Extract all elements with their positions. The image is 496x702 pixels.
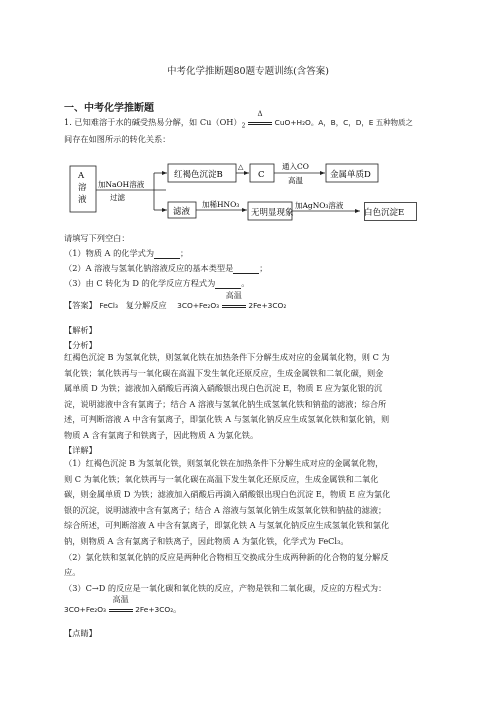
detail-paragraph bbox=[64, 456, 436, 596]
eq-arrow bbox=[109, 595, 133, 614]
reaction-diagram bbox=[68, 150, 405, 230]
answer-3-left: 3CO+Fe₂O₃ bbox=[177, 301, 220, 310]
detail-line: 碳，则金属单质 D 为铁；滤液加入硝酸后再滴入硝酸银出现白色沉淀 E，物质 E 应为氯化 bbox=[64, 489, 391, 500]
answer-3-arrow bbox=[222, 291, 246, 310]
heat-symbol: Δ bbox=[257, 110, 263, 118]
detail-line: 银的沉淀，说明滤液中含有氯离子；结合 A 溶液与氢氧化钠生成氢氧化铁和钠盐的滤液； bbox=[64, 504, 387, 515]
eq-condition: 高温 bbox=[112, 595, 129, 604]
detail-line: 钠，则物质 A 含有氯离子和铁离子，因此物质 A 为氯化铁，化学式为 FeCl₃。 bbox=[64, 535, 349, 546]
label-agno3: 加AgNO₃溶液 bbox=[295, 201, 344, 210]
question-3 bbox=[64, 278, 249, 289]
detail-line: （2）氯化铁和氢氧化钠的反应是两种化合物相互交换成分生成两种新的化合物的复分解反 bbox=[64, 551, 389, 562]
fenxi-label: 【分析】 bbox=[64, 340, 97, 350]
jiexi-label: 【解析】 bbox=[64, 325, 97, 335]
q1-text: （1）物质 A 的化学式为 bbox=[64, 248, 155, 258]
question-1 bbox=[64, 248, 188, 259]
intro-text-a: 已知难溶于水的碱受热易分解，如 Cu（OH） bbox=[74, 117, 242, 127]
answer-1: FeCl₃ bbox=[99, 301, 118, 310]
q2-end: ； bbox=[259, 263, 268, 273]
q3-blank bbox=[215, 280, 241, 289]
eq-left: 3CO+Fe₂O₃ bbox=[64, 605, 107, 614]
answer-line bbox=[64, 291, 287, 311]
detail-line: 应。 bbox=[64, 567, 81, 578]
question-number: 1. bbox=[64, 117, 72, 127]
eq-right: 2Fe+3CO₂ bbox=[135, 605, 174, 614]
analysis-paragraph bbox=[64, 350, 436, 444]
label-a2: 溶 bbox=[78, 183, 87, 193]
heat-arrow bbox=[248, 110, 272, 127]
label-heat: △ bbox=[238, 163, 244, 171]
q2-blank bbox=[233, 265, 259, 274]
analysis-line: 属单质 D 为铁；滤液加入硝酸后再滴入硝酸银出现白色沉淀 E，物质 E 应为氯化银的沉 bbox=[64, 383, 383, 394]
analysis-line: 红褐色沉淀 B 为氢氧化铁，则氢氧化铁在加热条件下分解生成对应的金属氧化物，则 C 为 bbox=[64, 352, 390, 362]
analysis-line: 述，可判断溶液 A 中含有氯离子，即氯化铁 A 与氢氧化钠反应生成氢氧化铁和氯化钠，则 bbox=[64, 414, 390, 425]
analysis-line: 物质 A 含有氯离子和铁离子，因此物质 A 为氯化铁。 bbox=[64, 429, 259, 440]
equation-line bbox=[64, 595, 182, 615]
intro-text-b: CuO+H₂O。A，B，C，D，E 五种物质之 bbox=[274, 118, 413, 127]
question-intro bbox=[64, 110, 413, 130]
dianjing-label: 【点睛】 bbox=[64, 628, 97, 638]
q3-text: （3）由 C 转化为 D 的化学反应方程式为 bbox=[64, 278, 216, 288]
label-co: 通入CO bbox=[282, 162, 309, 171]
section-heading: 一、中考化学推断题 bbox=[64, 103, 154, 114]
detail-line: （1）红褐色沉淀 B 为氢氧化铁，则氢氧化铁在加热条件下分解生成对应的金属氧化物， bbox=[64, 458, 384, 468]
document-title: 中考化学推断题80题专题训练(含答案) bbox=[166, 66, 329, 77]
detail-line: 综合所述，可判断溶液 A 中含有氯离子，即氯化铁 A 与氢氧化钠反应生成氢氧化铁和氯化 bbox=[64, 520, 390, 531]
detail-line: 则 C 为氧化铁；氧化铁再与一氧化碳在高温下发生氧化还原反应，生成金属铁和二氧化 bbox=[64, 473, 379, 484]
answer-3-right: 2Fe+3CO₂ bbox=[248, 301, 287, 310]
q3-end: 。 bbox=[241, 278, 250, 288]
label-high-temp: 高温 bbox=[288, 176, 303, 185]
answer-label: 【答案】 bbox=[64, 300, 97, 310]
label-c: C bbox=[258, 170, 265, 180]
box-white-e-frame bbox=[364, 202, 418, 222]
detail-line: （3）C→D 的反应是一氧化碳和氧化铁的反应，产物是铁和二氧化碳，反应的方程式为： bbox=[64, 582, 387, 593]
question-2 bbox=[64, 263, 268, 274]
eq-end: 。 bbox=[173, 604, 182, 614]
answer-2: 复分解反应 bbox=[125, 300, 167, 310]
analysis-line: 氧化铁；氧化铁再与一氧化碳在高温下发生氧化还原反应，生成金属铁和二氧化碳，则金 bbox=[64, 367, 384, 378]
label-red-precip: 红褐色沉淀B bbox=[174, 170, 223, 180]
intro-subscript: 2 bbox=[241, 122, 246, 130]
analysis-line: 淀，说明滤液中含有氯离子；结合 A 溶液与氢氧化钠生成氢氧化铁和钠盐的滤液；综合所 bbox=[64, 398, 387, 409]
q1-blank bbox=[154, 250, 180, 259]
xiangjie-label: 【详解】 bbox=[64, 445, 97, 455]
label-white-e: 白色沉淀E bbox=[364, 208, 405, 218]
answer-3-condition: 高温 bbox=[225, 291, 242, 300]
label-a3: 液 bbox=[78, 195, 87, 205]
fill-instruction: 请填写下列空白： bbox=[64, 233, 130, 243]
q2-text: （2）A 溶液与氢氧化钠溶液反应的基本类型是 bbox=[64, 263, 234, 273]
label-no-change: 无明显现象 bbox=[251, 208, 294, 218]
intro-text-c: 间存在如图所示的转化关系： bbox=[64, 134, 171, 144]
label-metal-d: 金属单质D bbox=[330, 170, 371, 180]
label-filtrate: 滤液 bbox=[173, 207, 191, 217]
label-naoh: 加NaOH溶液 bbox=[98, 180, 145, 189]
label-hno3: 加稀HNO₃ bbox=[202, 200, 240, 209]
label-filter: 过滤 bbox=[110, 193, 125, 202]
label-a1: A bbox=[78, 171, 85, 181]
q1-end: ； bbox=[180, 248, 189, 258]
